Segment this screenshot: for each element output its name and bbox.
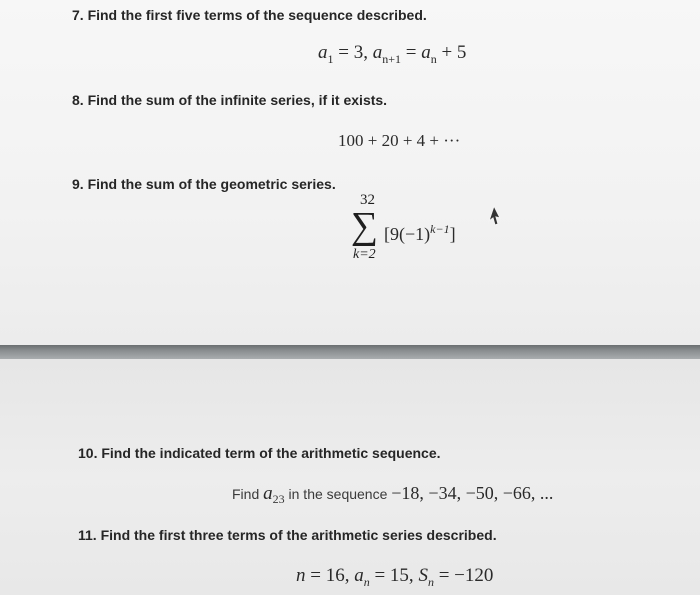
sigma-term-close: ] [449, 224, 456, 244]
sigma-lower-limit: k=2 [353, 247, 376, 262]
sigma-term-exponent: k−1 [430, 222, 450, 236]
formula-n-var: n [296, 565, 306, 586]
formula-equals: = [401, 42, 422, 63]
find-sequence: −18, −34, −50, −66, ... [391, 483, 554, 503]
page-divider [0, 345, 700, 359]
problem-11-formula [296, 565, 493, 590]
formula-an-sub: n [430, 51, 437, 66]
find-prefix: Find [232, 486, 264, 502]
sigma-term-base: [9(−1) [384, 224, 431, 244]
formula-a1-value: = 3, [333, 42, 373, 63]
formula-an-var: a [421, 42, 431, 63]
mouse-cursor-icon [487, 205, 503, 227]
problem-9-prompt: 9. Find the sum of the geometric series. [72, 176, 336, 192]
problem-8-series: 100 + 20 + 4 + ··· [338, 131, 461, 150]
formula-a1-sub: 1 [327, 51, 334, 66]
find-mid-text: in the sequence [284, 486, 392, 502]
sigma-term [384, 222, 456, 245]
formula-plus-five: + 5 [436, 42, 467, 63]
problem-11-prompt: 11. Find the first three terms of the arithmetic series described. [78, 527, 497, 543]
formula-an-value: = 15, [369, 565, 419, 586]
formula-sn-value: = −120 [433, 565, 494, 586]
find-term-sub: 23 [272, 491, 285, 506]
formula-sn-sub: n [427, 574, 434, 589]
problem-7-formula [318, 42, 466, 67]
formula-an-var-11: a [354, 565, 364, 586]
formula-sn-var: S [418, 565, 428, 586]
formula-an-sub-11: n [363, 574, 370, 589]
worksheet-page-bottom [0, 359, 700, 595]
problem-10-find-line [232, 483, 553, 507]
formula-n-value: = 16, [305, 565, 355, 586]
sigma-upper-limit: 32 [360, 192, 375, 208]
problem-7-prompt: 7. Find the first five terms of the sequence described. [72, 7, 427, 23]
formula-an1-sub: n+1 [382, 51, 401, 66]
problem-10-prompt: 10. Find the indicated term of the arithmetic sequence. [78, 445, 441, 461]
find-term-var: a [263, 483, 273, 504]
formula-a1-var: a [318, 42, 328, 63]
formula-an1-var: a [372, 42, 383, 63]
problem-8-prompt: 8. Find the sum of the infinite series, if it exists. [72, 92, 388, 108]
sigma-symbol: ∑ [351, 205, 379, 247]
